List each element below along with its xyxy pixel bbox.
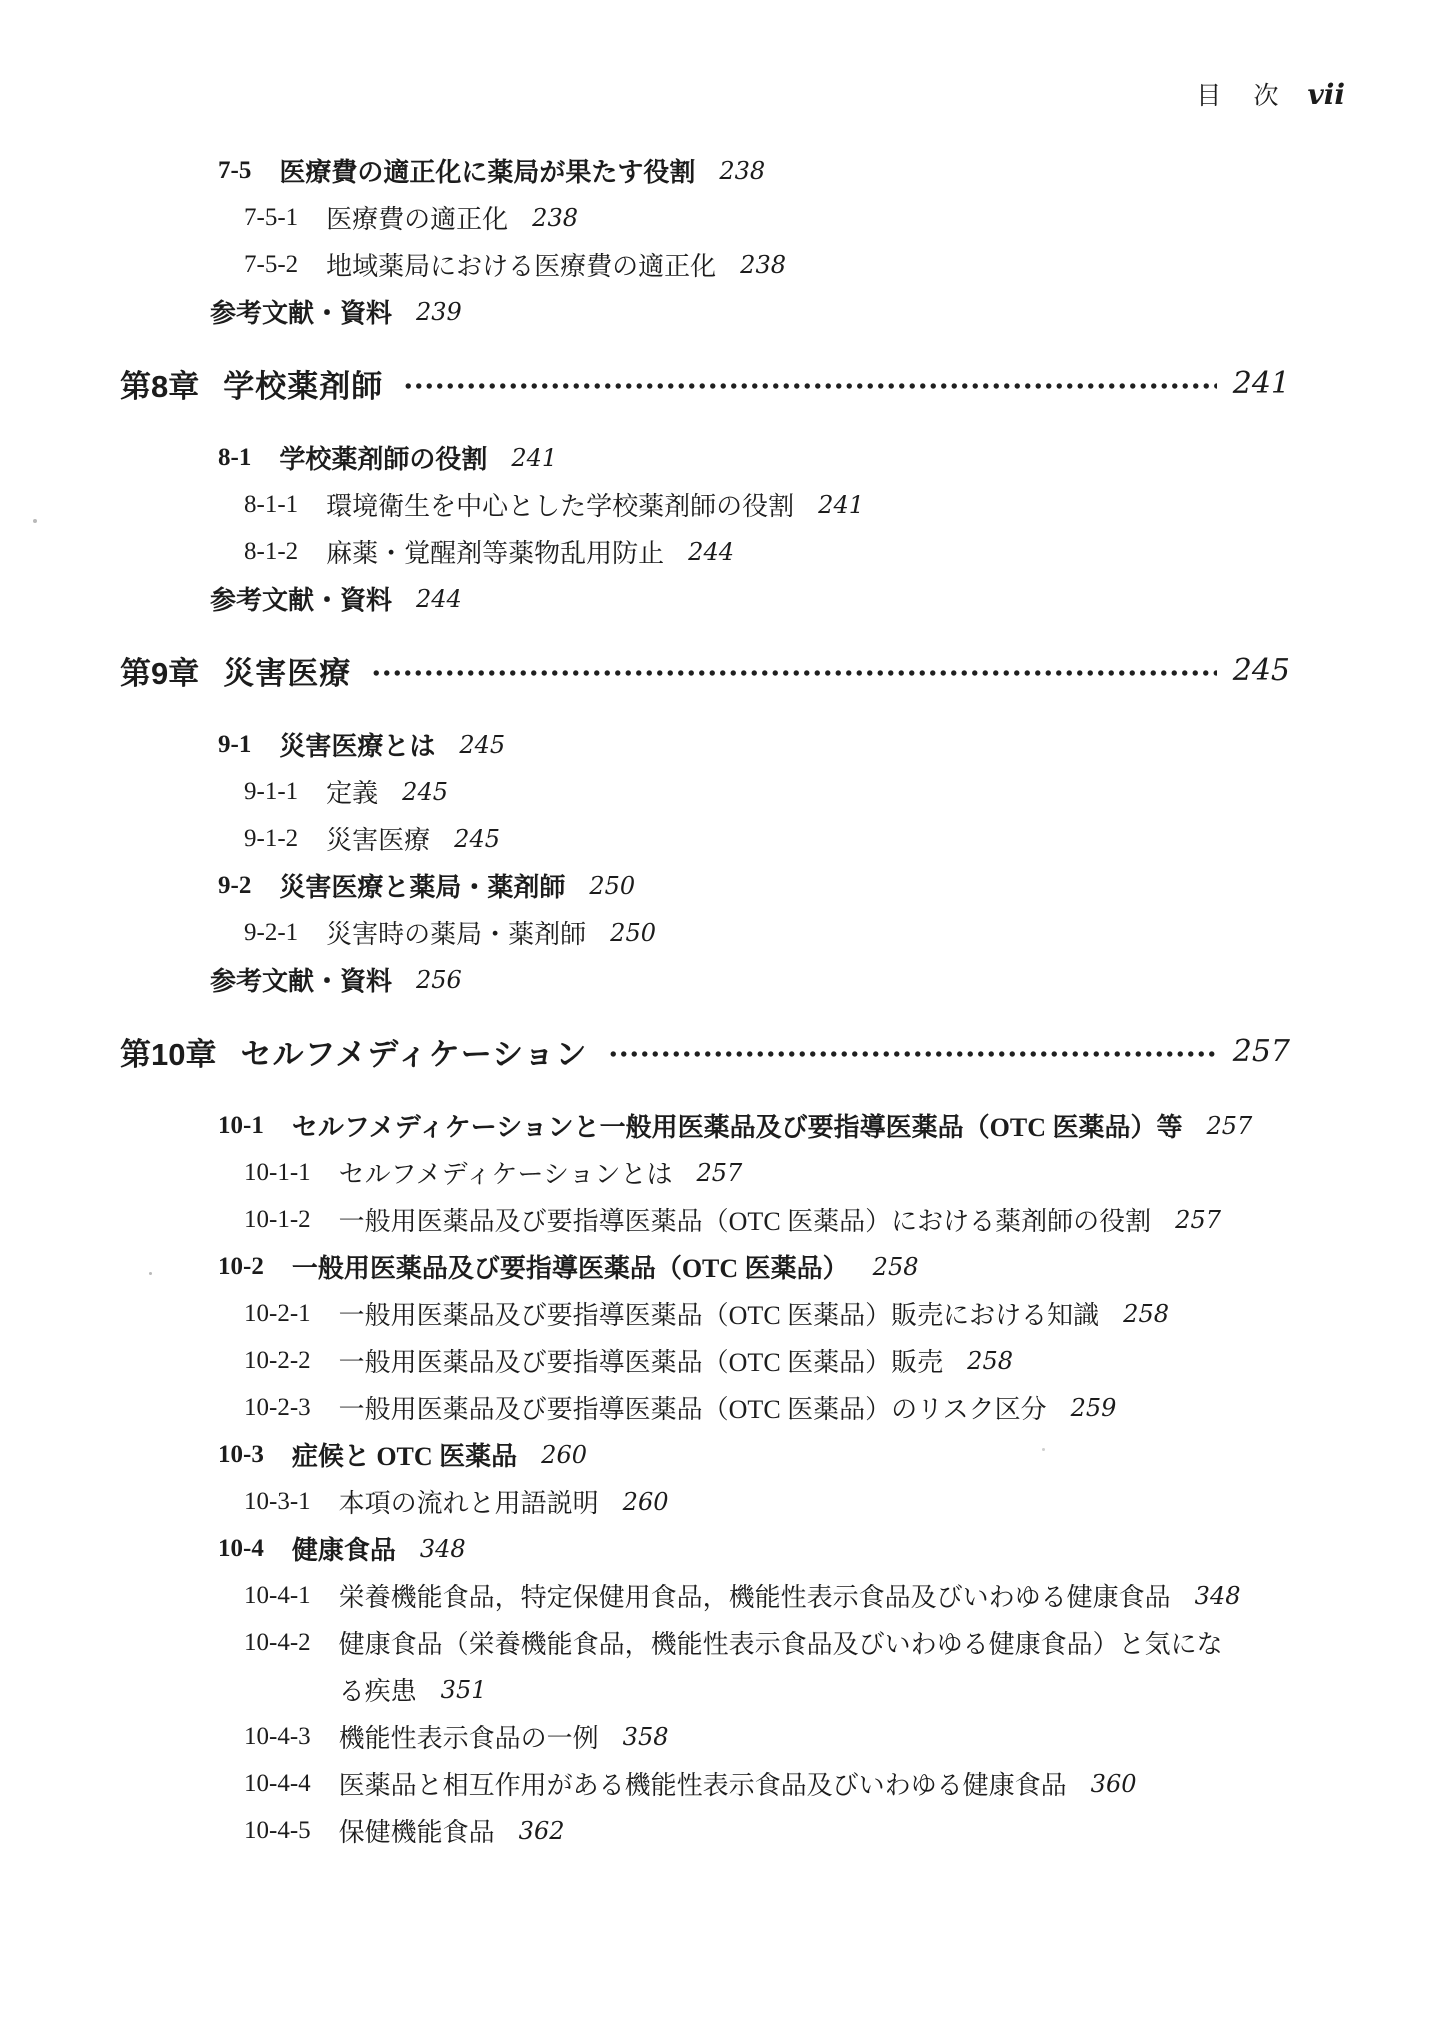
scan-speck <box>149 1272 152 1275</box>
toc-row-page: 245 <box>459 730 506 759</box>
toc-row <box>0 434 1290 481</box>
toc-row-title: 災害医療と薬局・薬剤師 <box>279 873 566 902</box>
running-head-title: 目 次 <box>1196 83 1292 110</box>
toc-row-title: 災害医療 <box>223 655 352 691</box>
toc-row-number: 第10章 <box>120 1036 217 1072</box>
toc-row-page: 362 <box>518 1816 565 1845</box>
toc-row-title: 参考文献・資料 <box>210 299 393 328</box>
toc-row-number: 7-5-2 <box>244 250 299 278</box>
toc-row-title: 一般用医薬品及び要指導医薬品（OTC 医薬品） <box>291 1254 849 1283</box>
toc-row-number: 9-2-1 <box>244 918 299 946</box>
scan-speck <box>33 519 37 523</box>
toc-row-title <box>339 1619 1223 1713</box>
toc-row-number: 8-1-1 <box>244 490 299 518</box>
toc-row-page: 257 <box>696 1158 743 1187</box>
toc-row <box>0 909 1290 956</box>
toc-row-title: 一般用医薬品及び要指導医薬品（OTC 医薬品）における薬剤師の役割 <box>338 1207 1152 1236</box>
toc-row-title: 災害医療 <box>326 826 431 855</box>
toc-row-number: 10-4-1 <box>244 1581 311 1609</box>
toc-row-page: 250 <box>589 871 636 900</box>
toc-row <box>0 241 1290 288</box>
toc-row-title: 参考文献・資料 <box>210 586 393 615</box>
toc-row <box>0 768 1290 815</box>
toc-row-number: 10-1 <box>218 1111 264 1139</box>
toc-row-page: 348 <box>1194 1581 1241 1610</box>
toc-row-number: 10-4-5 <box>244 1816 311 1844</box>
toc-row-title: 定義 <box>326 779 379 808</box>
toc-row-number: 10-4-2 <box>244 1628 311 1656</box>
toc-row-title: 医薬品と相互作用がある機能性表示食品及びいわゆる健康食品 <box>338 1771 1067 1800</box>
dot-leader <box>608 1049 1217 1059</box>
toc-row-title: セルフメディケーションと一般用医薬品及び要指導医薬品（OTC 医薬品）等 <box>291 1113 1183 1142</box>
toc-row <box>0 528 1290 575</box>
toc-row-number: 10-4-4 <box>244 1769 311 1797</box>
toc-row <box>0 1196 1290 1243</box>
toc-row-number: 第8章 <box>120 368 200 404</box>
toc-row <box>0 956 1290 1003</box>
toc-row-page: 250 <box>610 918 656 947</box>
toc-row-number: 10-2-3 <box>244 1393 311 1421</box>
toc-row-page: 238 <box>740 250 786 279</box>
toc-row-page: 241 <box>511 443 558 472</box>
toc-row <box>0 1026 1290 1076</box>
toc-row-number: 10-4-3 <box>244 1722 311 1750</box>
toc-row-title: 医療費の適正化 <box>326 205 509 234</box>
toc-row <box>0 815 1290 862</box>
toc-row-page: 260 <box>622 1487 669 1516</box>
toc-row-page: 238 <box>532 203 578 232</box>
toc-row-page: 244 <box>416 584 462 613</box>
toc-row-page: 258 <box>1123 1299 1169 1328</box>
toc-row-page: 238 <box>719 156 766 185</box>
toc-row <box>0 194 1290 241</box>
toc-row-number: 9-1-2 <box>244 824 299 852</box>
toc-row-line <box>339 1666 1223 1713</box>
toc-row-number: 9-1-1 <box>244 777 299 805</box>
toc-row-title: 機能性表示食品の一例 <box>338 1724 599 1753</box>
toc-row-title: 健康食品 <box>291 1536 396 1565</box>
toc-row-number: 10-2-1 <box>244 1299 311 1327</box>
toc-row <box>0 147 1290 194</box>
toc-row-number: 9-1 <box>218 730 252 758</box>
toc-row <box>0 1384 1290 1431</box>
toc-row <box>0 1478 1290 1525</box>
toc-row-page: 244 <box>688 537 734 566</box>
toc-row-page: 241 <box>1232 365 1290 401</box>
toc-row-page: 245 <box>454 824 500 853</box>
toc-row <box>0 1713 1290 1760</box>
toc-row-title: セルフメディケーション <box>240 1036 588 1072</box>
toc-row-title: 医療費の適正化に薬局が果たす役割 <box>279 158 696 187</box>
toc-row-page: 348 <box>419 1534 466 1563</box>
toc-row <box>0 358 1290 408</box>
toc-row-page: 245 <box>402 777 448 806</box>
toc-row-number: 10-2 <box>218 1252 264 1280</box>
toc-row-page: 351 <box>440 1675 487 1704</box>
toc-row-page: 257 <box>1175 1205 1221 1234</box>
toc-list <box>0 147 1290 1854</box>
toc-row-number: 7-5-1 <box>244 203 299 231</box>
toc-row-line <box>339 1619 1223 1666</box>
toc-row-page: 260 <box>541 1440 587 1469</box>
scan-speck <box>1042 1448 1045 1451</box>
toc-row-number: 10-2-2 <box>244 1346 311 1374</box>
toc-row <box>0 1431 1290 1478</box>
toc-row-number: 第9章 <box>120 655 200 691</box>
toc-row-title: 災害時の薬局・薬剤師 <box>326 920 587 949</box>
toc-row <box>0 1337 1290 1384</box>
toc-row <box>0 1149 1290 1196</box>
toc-row-number: 8-1-2 <box>244 537 299 565</box>
toc-row-number: 9-2 <box>218 871 252 899</box>
toc-row <box>0 481 1290 528</box>
toc-row-title: 参考文献・資料 <box>210 967 393 996</box>
toc-row-page: 256 <box>416 965 462 994</box>
toc-row <box>0 862 1290 909</box>
toc-row-number: 10-3-1 <box>244 1487 311 1515</box>
toc-row-number: 8-1 <box>218 443 252 471</box>
toc-row-page: 257 <box>1232 1033 1290 1069</box>
toc-row-page: 245 <box>1232 652 1290 688</box>
dot-leader <box>403 381 1216 391</box>
toc-row-number: 10-1-2 <box>244 1205 311 1233</box>
toc-row-title: 学校薬剤師 <box>223 368 384 404</box>
toc-row <box>0 1760 1290 1807</box>
toc-row-number: 10-1-1 <box>244 1158 311 1186</box>
toc-row-number: 10-4 <box>218 1534 264 1562</box>
toc-row-title: 一般用医薬品及び要指導医薬品（OTC 医薬品）販売 <box>338 1348 944 1377</box>
toc-row-title: セルフメディケーションとは <box>338 1160 673 1189</box>
toc-row-title: 環境衛生を中心とした学校薬剤師の役割 <box>326 492 795 521</box>
toc-row <box>0 1525 1290 1572</box>
toc-row <box>0 1243 1290 1290</box>
toc-row-title: 麻薬・覚醒剤等薬物乱用防止 <box>326 539 665 568</box>
toc-row-title: 一般用医薬品及び要指導医薬品（OTC 医薬品）のリスク区分 <box>338 1395 1047 1424</box>
toc-row-page: 241 <box>818 490 864 519</box>
toc-row-title: 地域薬局における医療費の適正化 <box>326 252 717 281</box>
toc-row <box>0 1102 1290 1149</box>
dot-leader <box>371 668 1216 678</box>
toc-row <box>0 575 1290 622</box>
toc-row-page: 258 <box>967 1346 1013 1375</box>
toc-row <box>0 721 1290 768</box>
toc-row-title: 災害医療とは <box>279 732 436 761</box>
toc-row <box>0 1290 1290 1337</box>
toc-row <box>0 645 1290 695</box>
toc-row-title: 症候と OTC 医薬品 <box>291 1442 518 1471</box>
toc-row-number: 7-5 <box>218 156 252 184</box>
toc-row-title: 栄養機能食品，特定保健用食品，機能性表示食品及びいわゆる健康食品 <box>338 1583 1171 1612</box>
toc-row-title: 保健機能食品 <box>338 1818 495 1847</box>
toc-row-line-text: る疾患 <box>338 1677 417 1706</box>
running-head-page-number: vii <box>1307 78 1345 111</box>
toc-row-page: 257 <box>1206 1111 1253 1140</box>
toc-row <box>0 1619 1290 1713</box>
toc-row-page: 259 <box>1070 1393 1117 1422</box>
toc-row <box>0 288 1290 335</box>
toc-row <box>0 1572 1290 1619</box>
toc-row-page: 258 <box>872 1252 919 1281</box>
toc-row-title: 本項の流れと用語説明 <box>338 1489 599 1518</box>
toc-row-number: 10-3 <box>218 1440 264 1468</box>
toc-row-page: 360 <box>1090 1769 1137 1798</box>
toc-row <box>0 1807 1290 1854</box>
toc-row-page: 239 <box>416 297 462 326</box>
toc-row-title: 一般用医薬品及び要指導医薬品（OTC 医薬品）販売における知識 <box>338 1301 1100 1330</box>
toc-row-line-text: 健康食品（栄養機能食品，機能性表示食品及びいわゆる健康食品）と気にな <box>338 1630 1223 1659</box>
running-head <box>1196 76 1345 112</box>
toc-row-page: 358 <box>622 1722 669 1751</box>
toc-row-title: 学校薬剤師の役割 <box>279 445 488 474</box>
